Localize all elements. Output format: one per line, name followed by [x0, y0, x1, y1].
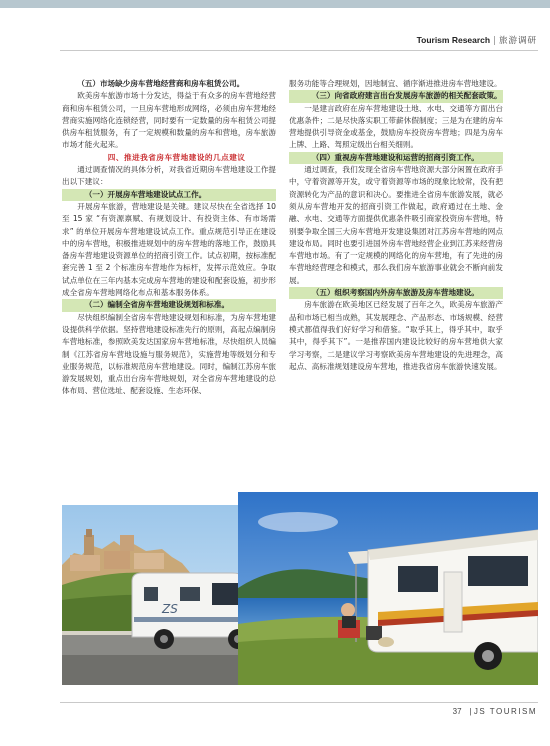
continued-paragraph: 服务功能等合理规划，因地制宜、循序渐进推进房车营地建设。: [289, 79, 502, 88]
svg-text:ZS: ZS: [162, 602, 178, 616]
sub5-heading: （五）组织考察国内外房车旅游及房车营地建设。: [289, 287, 503, 299]
footer-rule: [60, 702, 538, 703]
sub2-heading: （二）编制全省房车营地建设规划和标准。: [62, 299, 276, 311]
sub1-heading: （一）开展房车营地建设试点工作。: [62, 189, 276, 201]
section-title-cn: 旅游调研: [498, 36, 537, 46]
sub2-paragraph: 尽快组织编制全省房车营地建设规划和标准，为房车营地建设提供科学依据。坚持营地建设标准先行的原则，高起点编制房车营地标准，参照欧美发达国家房车营地标准，尽快组织人员编制《江苏省房车营地设施与服务规范》，实施营地等级划分和专业服务规范，以标准规范房车营地建设。同时，编制江苏房车旅游发展规划，重点出台房车营地规划，对全省房车营地建设的总体布局、营位选址、配套设施、生态环保、: [62, 312, 276, 396]
sub4-paragraph: 通过调查，我们发现全省房车营地资源大部分闲置在政府手中，守着资源等开发，或守着资源等市场的现象比较常，没有把资源转化为产品的意识和决心。要推进全省房车旅游发展，就必须从房车营地开发的招商引资工作做起，政府通过在土地、金融、水电、交通等方面提供优惠条件吸引商家投资房车营地，特别要争取全国三大房车营地开发建设集团对江苏房车营地的网点建设布局。同时也要引进国外房车营地经营企业到江苏来经营房车营地市场。有了一定规模的网络化的房车营地，有了先进的房车营地经营理念和模式，那么我们房车旅游事业就会不断向前发展。: [289, 165, 503, 285]
sub5-paragraph: 房车旅游在欧美地区已经发展了百年之久，欧美房车旅游产品和市场已相当成熟，其发展理念、产品形态、市场规模、经营模式都值得我们好好学习和借鉴。“取乎其上，得乎其中，取乎其中，得乎其下”。一是推荐国内建设比较好的房车营地供大家学习考察，二是建议学习考察欧美房车营地建设的先进理念，高起点、高标准规划建设房车营地，推进我省房车旅游快速发展。: [289, 300, 503, 371]
footer-separator: |: [469, 707, 472, 716]
page-number: 37: [452, 707, 462, 716]
left-column: [62, 78, 276, 398]
sub3-paragraph: 一是建言政府在房车营地建设土地、水电、交通等方面出台优惠条件；二是尽快落实职工带薪休假制度；三是为在建的房车营地提供引导资金或基金，鼓励房车投资房车营地；四是为房车上牌、上路、驾照定级出台相关细则。: [289, 103, 503, 150]
sec5-paragraph: 欧美房车旅游市场十分发达，得益于有众多的房车营地经营商和房车租赁公司，一旦房车营地形成网络，必须由房车营地经营商实施网络化连锁经营，同时要有一定数量的房车租赁公司提供房车租赁服务，有了一定规模和数量的房车和营地，房车旅游市场才能火起来。: [62, 91, 276, 150]
sub1-paragraph: 开展房车旅游，营地建设是关键。建议尽快在全省选择 10 至 15 家 “有资源禀赋、有规划设计、有投资主体、有市场需求” 的单位开展房车营地建设试点工作。重点规范引导正在建设中的房车营地，积极推进规划中的房车营地的落地工作，鼓励具备房车营地建设资源单位的招商引资工作。试点初期，按标准配套完善 1 至 2 个标准房车营地作为标杆，发挥示范效应。争取试点单位在三年内基本完成房车营地的建设和配套设施，初步形成全省房车营地网络化布点和基本服务体系。: [62, 201, 276, 298]
header-separator: |: [493, 36, 496, 46]
sec5-heading: （五）市场缺少房车营地经营商和房车租赁公司。: [77, 79, 245, 88]
top-color-bar: [0, 0, 550, 8]
sub3-heading: （三）向省政府建言出台发展房车旅游的相关配套政策。: [289, 90, 503, 102]
part4-intro: 通过调查情况的具体分析，对我省近期房车营地建设工作提出以下建议：: [62, 165, 276, 187]
sub4-heading: （四）重视房车营地建设和运营的招商引资工作。: [289, 152, 503, 164]
header-rule: [60, 50, 538, 51]
part4-heading: 四、推进我省房车营地建设的几点建议: [107, 152, 246, 162]
page-footer: [0, 705, 537, 719]
section-title-en: Tourism Research: [416, 35, 491, 45]
right-column: [289, 78, 503, 373]
photo-lakeside-rv: [238, 492, 538, 685]
magazine-brand: JS TOURISM: [473, 707, 537, 716]
section-header: [0, 33, 537, 47]
